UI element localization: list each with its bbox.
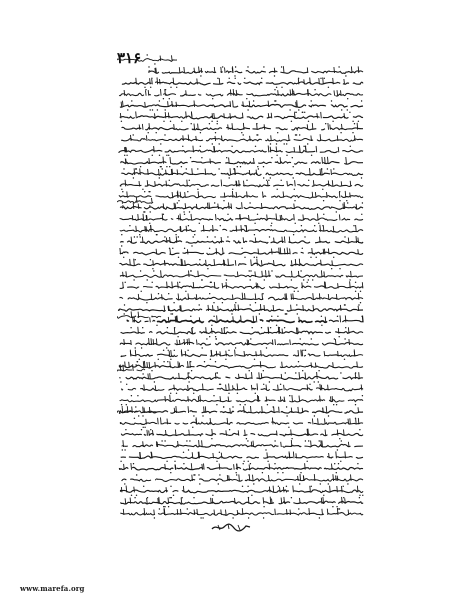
manuscript-text-block — [117, 49, 365, 522]
manuscript-line — [120, 372, 363, 383]
manuscript-line — [122, 474, 363, 485]
manuscript-line — [122, 134, 363, 145]
manuscript-line — [120, 293, 363, 304]
manuscript-line — [121, 429, 363, 440]
margin-note — [117, 54, 177, 64]
manuscript-line — [120, 100, 363, 111]
manuscript-line — [120, 281, 363, 292]
manuscript-line — [119, 146, 363, 157]
manuscript-line — [121, 327, 363, 338]
manuscript-line — [117, 508, 363, 519]
manuscript-line — [122, 440, 363, 451]
manuscript-line — [119, 361, 363, 372]
manuscript-line — [120, 214, 363, 225]
manuscript-line — [120, 451, 363, 462]
manuscript-line — [120, 417, 363, 428]
manuscript-line — [122, 383, 363, 394]
manuscript-line — [120, 486, 363, 496]
manuscript-line — [122, 77, 363, 88]
manuscript-line — [117, 304, 363, 315]
manuscript-line — [120, 111, 363, 122]
manuscript-line — [120, 180, 363, 191]
margin-note — [117, 198, 153, 207]
manuscript-line — [118, 270, 363, 281]
footer-website-url: www.marefa.org — [20, 584, 85, 593]
handwritten-text-lines — [117, 49, 365, 522]
manuscript-line — [148, 66, 363, 77]
manuscript-line — [120, 248, 363, 259]
manuscript-line — [120, 236, 363, 247]
manuscript-line — [121, 157, 363, 168]
manuscript-line — [121, 349, 363, 360]
signature-mark — [210, 521, 252, 533]
manuscript-line — [120, 259, 364, 270]
manuscript-line — [122, 123, 363, 134]
manuscript-line — [120, 395, 363, 406]
manuscript-line — [119, 89, 363, 100]
manuscript-line — [117, 463, 363, 473]
manuscript-line — [120, 338, 363, 349]
manuscript-line — [121, 168, 363, 179]
page-number: ۳۱۶ — [117, 49, 142, 67]
manuscript-line — [119, 191, 363, 202]
manuscript-line — [120, 225, 363, 236]
manuscript-line — [120, 202, 363, 213]
manuscript-line — [121, 497, 363, 508]
